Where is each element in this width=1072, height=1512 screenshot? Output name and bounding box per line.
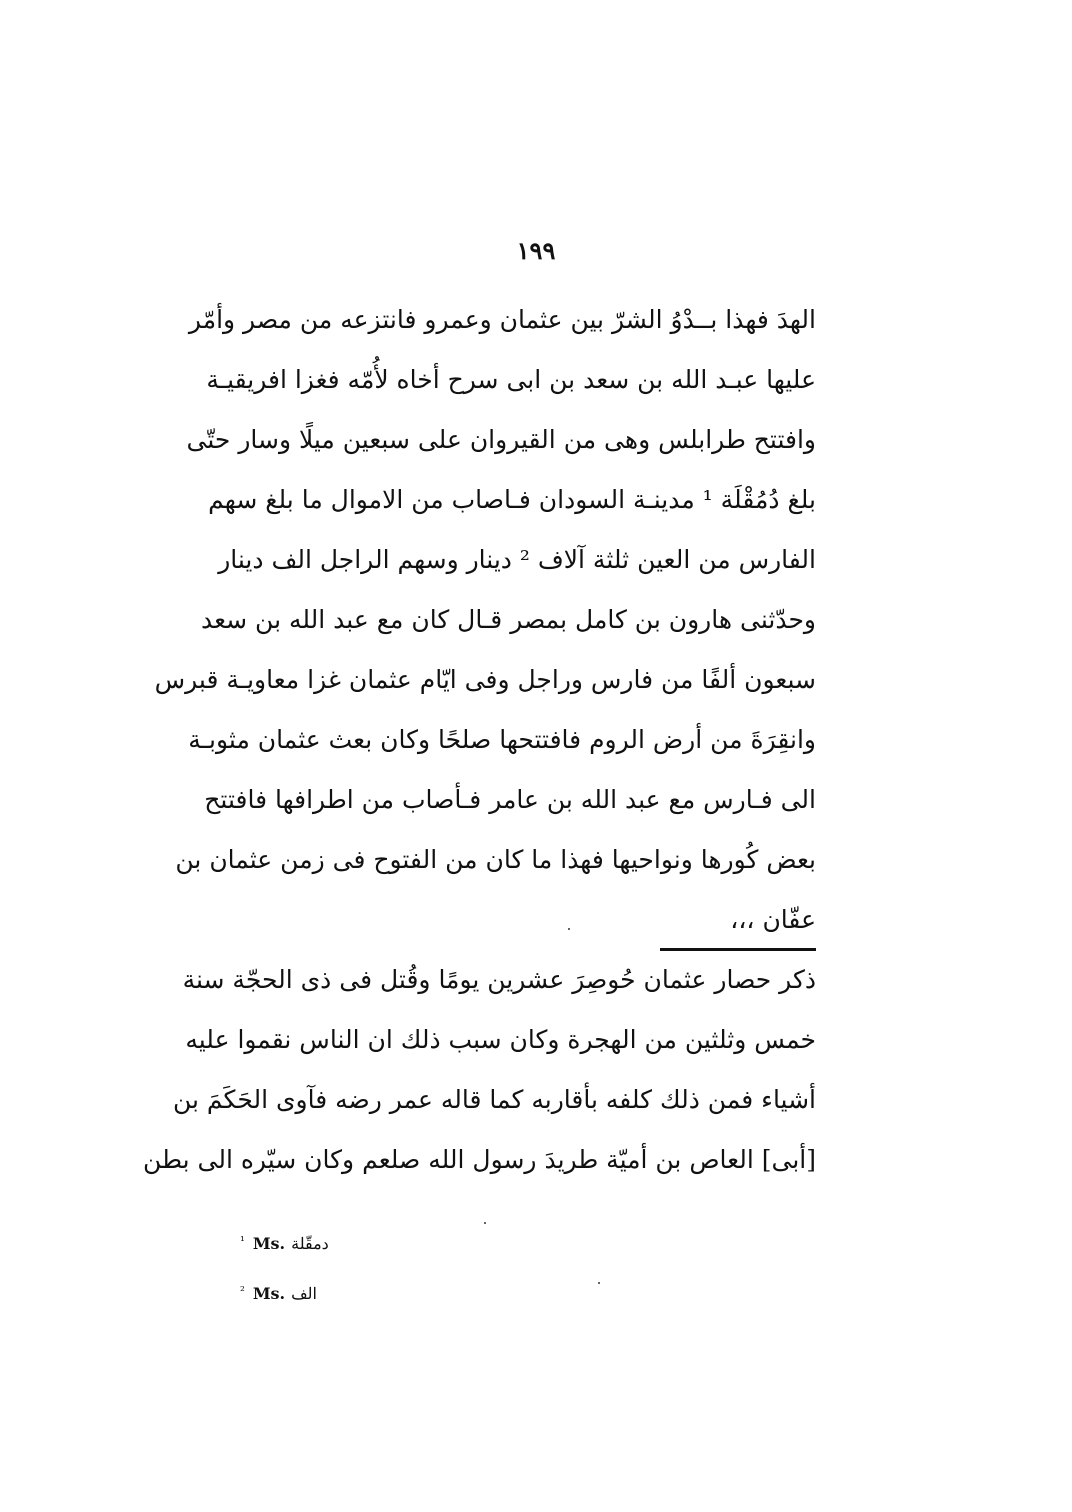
footnote [240,1226,400,1256]
scan-speck [568,928,570,930]
footnote-marker: ² [240,1284,245,1298]
text-line: الى فـارس مع عبد الله بن عامر فـأصاب من اطرافها فافتتح [204,785,816,814]
text-line: الهدَ فهذا بــدْوُ الشرّ بين عثمان وعمرو فانتزعه من مصر وأمّر [188,305,816,334]
footnote-reading: الف [291,1284,317,1303]
text-line: وافتتح طرابلس وهى من القيروان على سبعين ميلًا وسار حتّى [186,425,816,454]
text-line: بلغ دُمُقْلَة ¹ مدينـة السودان فـاصاب من الاموال ما بلغ سهم [208,485,816,514]
text-line: بعض كُورها ونواحيها فهذا ما كان من الفتوح فى زمن عثمان بن [175,845,816,874]
page-number: ١٩٩ [516,236,556,265]
text-line: عفّان ،،، [730,905,816,934]
scan-speck [598,1282,600,1284]
text-line: وحدّثنى هارون بن كامل بمصر قـال كان مع عبد الله بن سعد [200,605,816,634]
text-line: الفارس من العين ثلثة آلاف ² دينار وسهم الراجل الف دينار [218,545,816,574]
section-heading-rule [660,948,816,951]
footnote-reading: دمقّلة [291,1234,329,1253]
section-line: أشياء فمن ذلك كلفه بأقاربه كما قاله عمر رضه فآوى الحَكَمَ بن [172,1085,816,1114]
text-line: سبعون ألفًا من فارس وراجل وفى ايّام عثمان غزا معاويـة قبرس [154,665,816,694]
footnote-ms-label: Ms. [252,1234,286,1253]
footnote-ms-label: Ms. [252,1284,286,1303]
section-line: خمس وثلثين من الهجرة وكان سبب ذلك ان الناس نقموا عليه [185,1025,816,1054]
scan-speck [484,1222,486,1224]
footnote-marker: ¹ [240,1234,245,1248]
text-line: عليها عبـد الله بن سعد بن ابى سرح أخاه لأُمّه فغزا افريقيـة [206,365,816,394]
text-line: وانقِرَةَ من أرض الروم فافتتحها صلحًا وكان بعث عثمان مثوبـة [188,725,816,754]
section-line: ذكر حصار عثمان حُوصِرَ عشرين يومًا وقُتل فى ذى الحجّة سنة [182,965,816,994]
footnote [240,1276,400,1306]
section-line: [أبى] العاص بن أميّة طريدَ رسول الله صلعم وكان سيّره الى بطن [143,1145,816,1174]
